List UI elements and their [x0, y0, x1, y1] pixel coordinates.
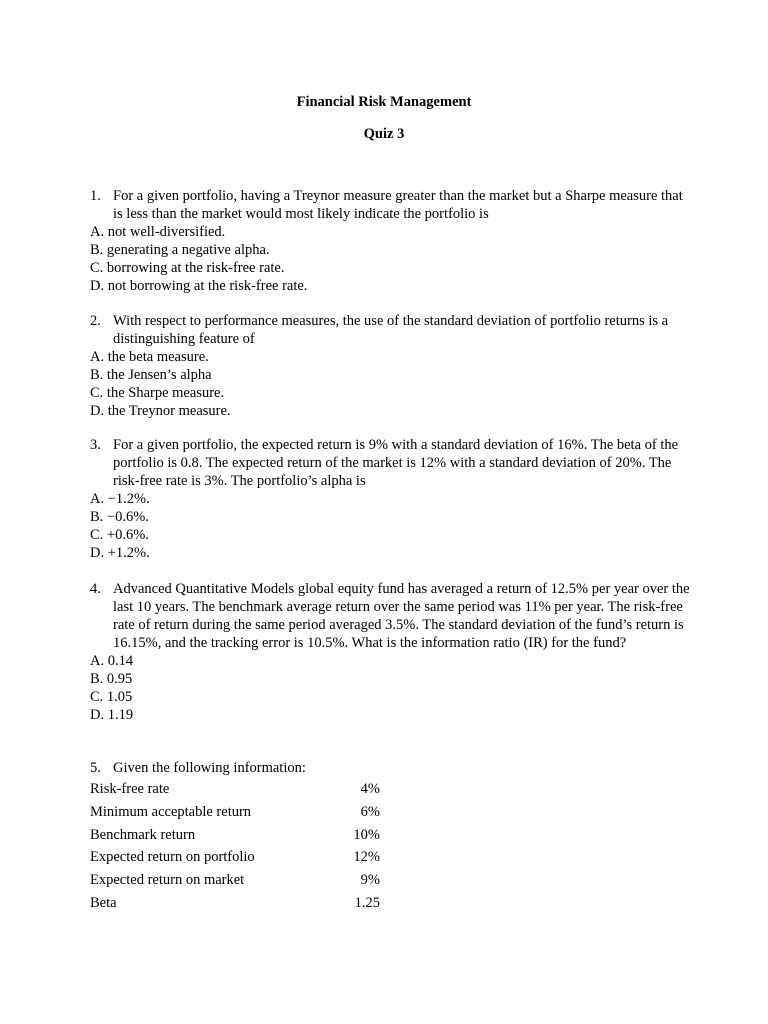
- answer-options: [90, 652, 690, 724]
- table-row: [90, 803, 380, 826]
- question-stem: [90, 580, 690, 652]
- row-label: Benchmark return: [90, 826, 196, 843]
- question-number: 1.: [90, 188, 101, 204]
- row-value: 4%: [360, 781, 380, 797]
- row-value: 9%: [360, 872, 380, 889]
- row-value: 10%: [353, 826, 380, 843]
- answer-options: [90, 348, 690, 420]
- question-text: With respect to performance measures, the use of the standard deviation of portfolio returns is a distinguishing feature of: [113, 313, 669, 347]
- question-3: [90, 436, 690, 562]
- question-text: Advanced Quantitative Models global equity fund has averaged a return of 12.5% per year over the last 10 years. The benchmark average return over the same period was 11% per year. The risk-free rate of return during the same period averaged 3.5%. The standard deviation of the fund’s return is 16.15%, and the tracking error is 10.5%. What is the information ratio (IR) for the fund?: [113, 581, 690, 651]
- question-5: [90, 759, 690, 777]
- question-stem: [90, 436, 690, 490]
- answer-option: A. −1.2%.: [90, 491, 150, 507]
- row-value: 1.25: [354, 894, 380, 911]
- question-stem: [90, 759, 690, 777]
- answer-option: C. +0.6%.: [90, 527, 149, 543]
- answer-option: A. 0.14: [90, 653, 134, 669]
- question-stem: [90, 187, 690, 223]
- row-label: Beta: [90, 894, 117, 911]
- question-text: For a given portfolio, the expected return is 9% with a standard deviation of 16%. The beta of the portfolio is 0.8. The expected return of the market is 12% with a standard deviation of 20%. The risk-free rate is 3%. The portfolio’s alpha is: [113, 437, 679, 489]
- row-label: Minimum acceptable return: [90, 803, 252, 820]
- answer-option: C. 1.05: [90, 689, 133, 705]
- question-4: [90, 580, 690, 724]
- document-title: Financial Risk Management: [296, 94, 472, 110]
- table-row: [90, 826, 380, 849]
- question-text: Given the following information:: [113, 760, 306, 776]
- table-row: [90, 871, 380, 894]
- row-label: Risk-free rate: [90, 781, 170, 797]
- table-row: [90, 780, 380, 803]
- answer-option: B. −0.6%.: [90, 509, 149, 525]
- question-number: 2.: [90, 313, 101, 329]
- answer-option: A. not well-diversified.: [90, 224, 226, 240]
- row-value: 6%: [360, 803, 380, 820]
- answer-option: D. +1.2%.: [90, 545, 150, 561]
- document-subtitle: Quiz 3: [363, 126, 405, 142]
- question-number: 4.: [90, 581, 101, 597]
- answer-option: D. not borrowing at the risk-free rate.: [90, 278, 308, 294]
- question-1: [90, 187, 690, 295]
- row-label: Expected return on market: [90, 872, 245, 889]
- row-label: Expected return on portfolio: [90, 849, 255, 866]
- answer-option: B. the Jensen’s alpha: [90, 367, 212, 383]
- answer-option: C. the Sharpe measure.: [90, 385, 225, 401]
- table-row: [90, 894, 380, 917]
- table-row: [90, 848, 380, 871]
- question-number: 5.: [90, 760, 101, 776]
- question-2: [90, 312, 690, 420]
- answer-option: D. the Treynor measure.: [90, 403, 231, 419]
- answer-option: D. 1.19: [90, 707, 134, 723]
- answer-options: [90, 490, 690, 562]
- answer-option: A. the beta measure.: [90, 349, 209, 365]
- question-stem: [90, 312, 690, 348]
- question-text: For a given portfolio, having a Treynor measure greater than the market but a Sharpe measure that is less than the market would most likely indicate the portfolio is: [113, 188, 683, 222]
- answer-option: B. generating a negative alpha.: [90, 242, 270, 258]
- answer-options: [90, 223, 690, 295]
- question-number: 3.: [90, 437, 101, 453]
- given-information-table: [90, 780, 380, 917]
- answer-option: C. borrowing at the risk-free rate.: [90, 260, 285, 276]
- answer-option: B. 0.95: [90, 671, 133, 687]
- row-value: 12%: [353, 849, 380, 866]
